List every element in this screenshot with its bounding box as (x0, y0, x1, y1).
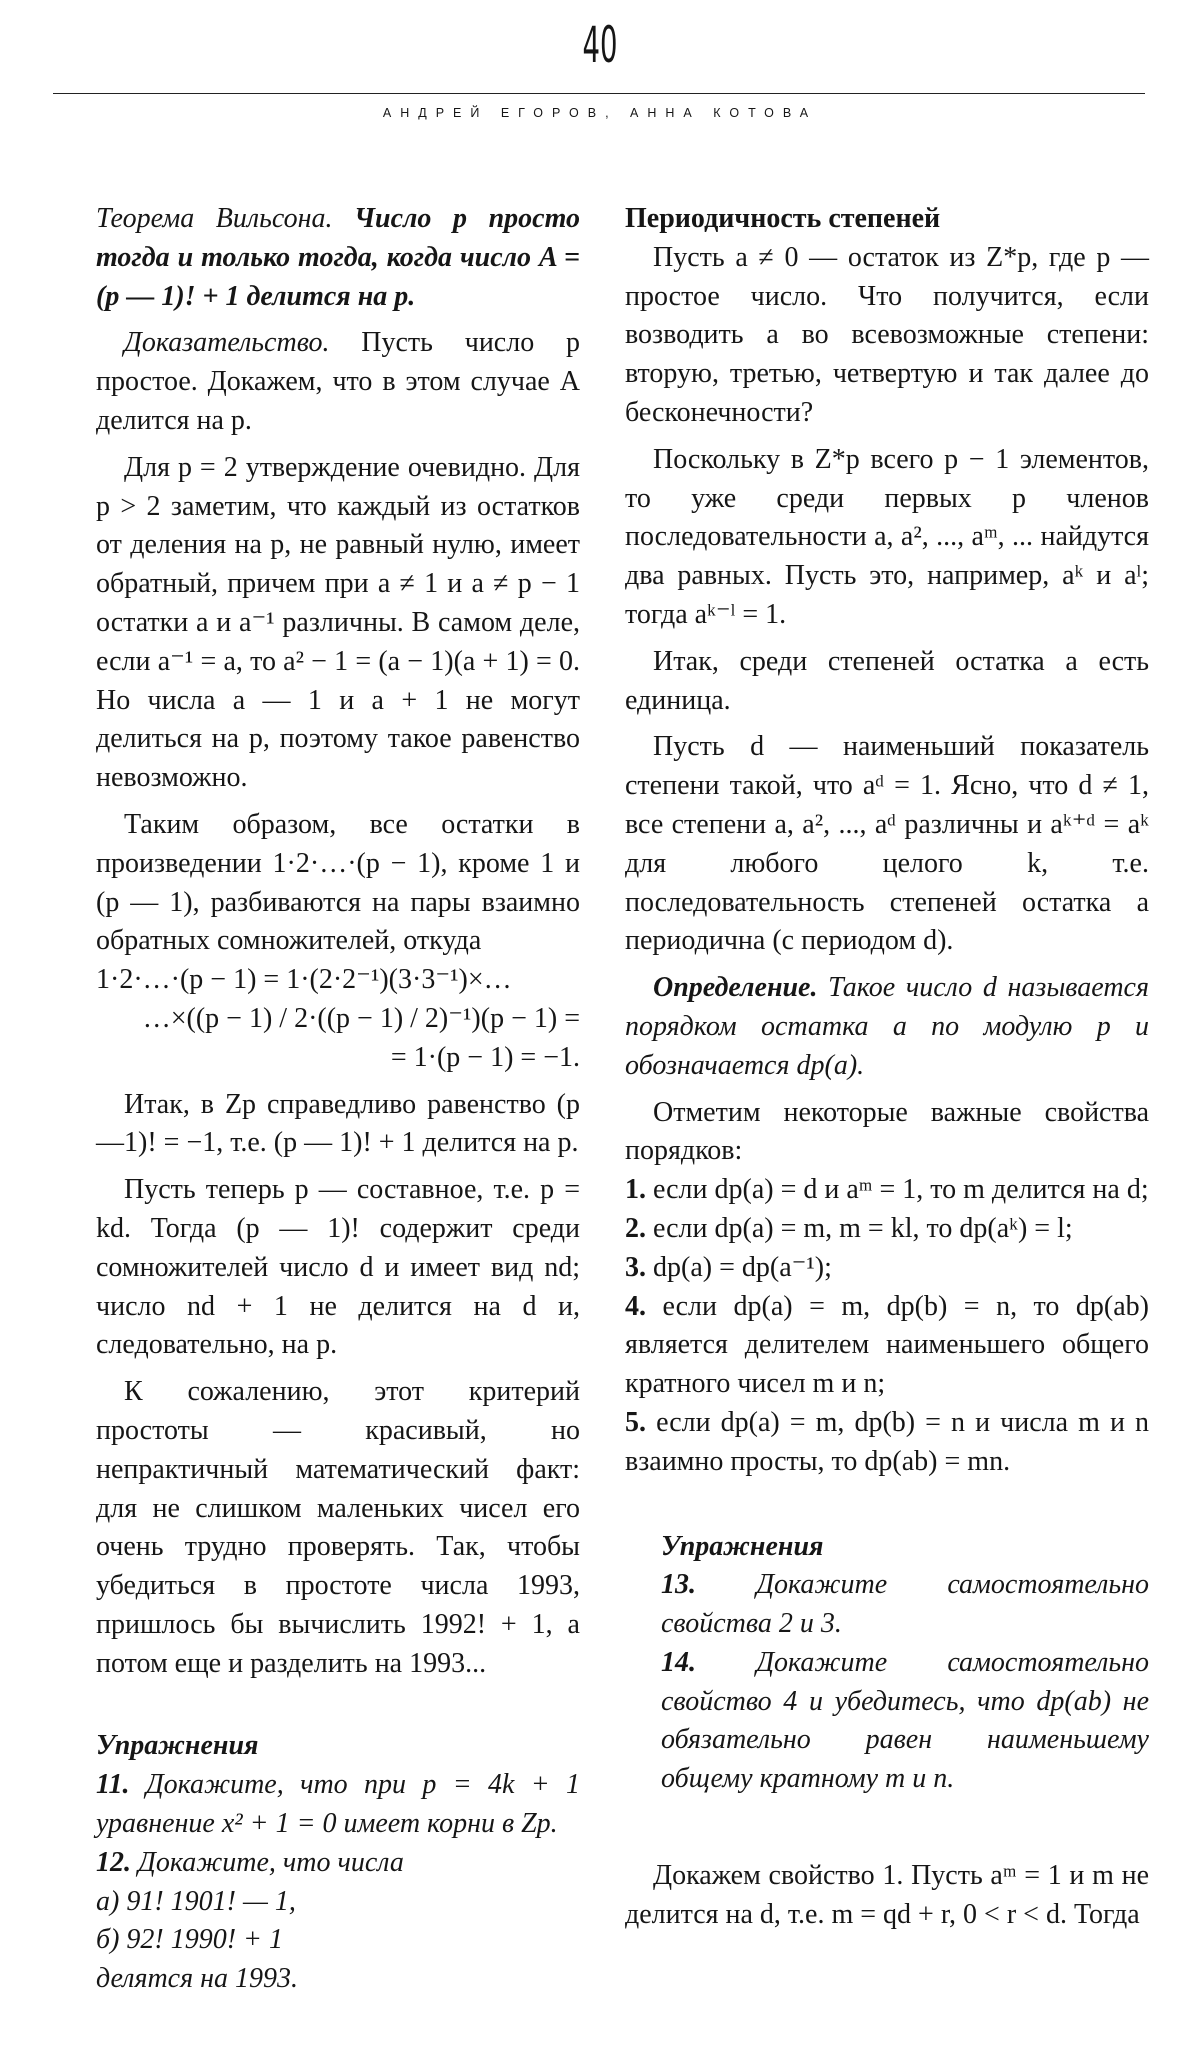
proof-paragraph-1: Для p = 2 утверждение очевидно. Для p > 2 заметим, что каждый из остатков от деления на p, не равный нулю, имеет обратный, причем при a ≠ 1 и a ≠ p − 1 остатки a и a⁻¹ различны. В самом деле, если a⁻¹ = a, то a² − 1 = (a − 1)(a + 1) = 0. Но числа a — 1 и a + 1 не могут делиться на p, поэтому такое равенство невозможно. (96, 451, 580, 794)
proof-intro (96, 324, 580, 440)
formula-line-2: …×((p − 1) / 2·((p − 1) / 2)⁻¹)(p − 1) = (142, 1002, 580, 1034)
property-5-number: 5. (625, 1406, 646, 1438)
exercise-13 (661, 1566, 1149, 1644)
property-2-text: если dp(a) = m, m = kl, то dp(aᵏ) = l; (653, 1212, 1073, 1244)
definition-label: Определение. (653, 972, 818, 1004)
exercise-13-text: Докажите самостоятельно свойства 2 и 3. (661, 1569, 1149, 1640)
definition-text: Такое число d называется порядком остатка a по модулю p и обозначается dp(a). (625, 972, 1149, 1081)
exercises-left (96, 1727, 580, 1999)
running-header-authors: АНДРЕЙ ЕГОРОВ, АННА КОТОВА (382, 106, 818, 120)
exercise-12-text: Докажите, что числа (138, 1846, 404, 1878)
exercise-14-text: Докажите самостоятельно свойство 4 и убедитесь, что dp(ab) не обязательно равен наименьшему общему кратному m и n. (661, 1646, 1149, 1795)
theorem-statement: Число p просто тогда и только тогда, когда число A = (p — 1)! + 1 делится на p. (96, 203, 580, 312)
exercise-14 (661, 1644, 1149, 1799)
property-1-text: если dp(a) = d и aᵐ = 1, то m делится на d; (653, 1174, 1149, 1206)
wilson-theorem (96, 200, 580, 316)
proof-paragraph-4: Пусть теперь p — составное, т.е. p = kd. Тогда (p — 1)! содержит среди сомножителей число d и имеет вид nd; число nd + 1 не делится на d и, следовательно, на p. (96, 1174, 580, 1361)
exercise-11-text: Докажите, что при p = 4k + 1 уравнение x² + 1 = 0 имеет корни в Zp. (96, 1769, 581, 1840)
exercises-heading: Упражнения (96, 1730, 259, 1762)
exercises-right (625, 1528, 1149, 1800)
property-5 (625, 1404, 1149, 1482)
right-paragraph-3: Итак, среди степеней остатка a есть единица. (625, 645, 1149, 716)
exercise-11-number: 11. (96, 1769, 130, 1801)
section-heading: Периодичность степеней (625, 203, 941, 234)
property-4-text: если dp(a) = m, dp(b) = n, то dp(ab) является делителем наименьшего общего кратного чисел m и n; (625, 1290, 1149, 1400)
exercise-12-a: а) 91! 1901! — 1, (96, 1885, 296, 1917)
exercise-13-number: 13. (661, 1569, 696, 1601)
property-4-number: 4. (625, 1290, 646, 1322)
right-paragraph-6: Докажем свойство 1. Пусть aᵐ = 1 и m не делится на d, т.е. m = qd + r, 0 < r < d. Тогда (625, 1860, 1149, 1930)
remark-paragraph: К сожалению, этот критерий простоты — красивый, но непрактичный математический факт: для не слишком маленьких чисел его очень трудно проверять. Так, чтобы убедиться в простоте числа 1993, пришлось бы вычислить 1992! + 1, а потом еще и разделить на 1993... (96, 1376, 580, 1679)
exercise-11 (96, 1766, 580, 1844)
right-column (625, 200, 1149, 1935)
property-3 (625, 1249, 1149, 1288)
header-rule (53, 93, 1145, 94)
exercise-12-b: б) 92! 1990! + 1 (96, 1924, 283, 1956)
formula-line-3: = 1·(p − 1) = −1. (390, 1041, 580, 1073)
right-paragraph-4: Пусть d — наименьший показатель степени такой, что aᵈ = 1. Ясно, что d ≠ 1, все степени a, a², ..., aᵈ различны и aᵏ⁺ᵈ = aᵏ для любого целого k, т.е. последовательность степеней остатка a периодична (с периодом d). (625, 731, 1149, 957)
right-paragraph-5: Отметим некоторые важные свойства порядков: (625, 1096, 1149, 1167)
theorem-label: Теорема Вильсона. (96, 203, 333, 234)
property-2 (625, 1210, 1149, 1249)
left-column (96, 200, 580, 1999)
exercises-heading-right: Упражнения (661, 1530, 824, 1562)
property-1 (625, 1171, 1149, 1210)
exercise-12 (96, 1844, 580, 1883)
right-paragraph-2: Поскольку в Z*p всего p − 1 элементов, то уже среди первых p членов последовательности a, a², ..., aᵐ, ... найдутся два равных. Пусть это, например, aᵏ и aˡ; тогда aᵏ⁻ˡ = 1. (625, 443, 1149, 630)
exercise-12-c: делятся на 1993. (96, 1963, 299, 1995)
property-4 (625, 1288, 1149, 1404)
definition (625, 969, 1149, 1085)
property-3-number: 3. (625, 1251, 646, 1283)
exercise-12-number: 12. (96, 1846, 131, 1878)
proof-paragraph-3: Итак, в Zp справедливо равенство (p —1)! = −1, т.е. (p — 1)! + 1 делится на p. (96, 1088, 580, 1159)
exercise-14-number: 14. (661, 1646, 696, 1678)
formula-line-1: 1·2·…·(p − 1) = 1·(2·2⁻¹)(3·3⁻¹)×… (96, 964, 512, 996)
property-1-number: 1. (625, 1174, 646, 1206)
proof-paragraph-2: Таким образом, все остатки в произведении 1·2·…·(p − 1), кроме 1 и (p — 1), разбиваются на пары взаимно обратных сомножителей, откуда (96, 808, 580, 957)
property-3-text: dp(a) = dp(a⁻¹); (653, 1251, 832, 1283)
property-2-number: 2. (625, 1212, 646, 1244)
page-number: 40 (582, 16, 618, 74)
proof-intro-text: Пусть число p простое. Докажем, что в этом случае A делится на p. (96, 327, 580, 436)
property-5-text: если dp(a) = m, dp(b) = n и числа m и n взаимно просты, то dp(ab) = mn. (625, 1406, 1149, 1477)
right-paragraph-1: Пусть a ≠ 0 — остаток из Z*p, где p — простое число. Что получится, если возводить a во всевозможные степени: вторую, третью, четвертую и так далее до бесконечности? (625, 241, 1149, 428)
proof-label: Доказательство. (124, 327, 330, 359)
